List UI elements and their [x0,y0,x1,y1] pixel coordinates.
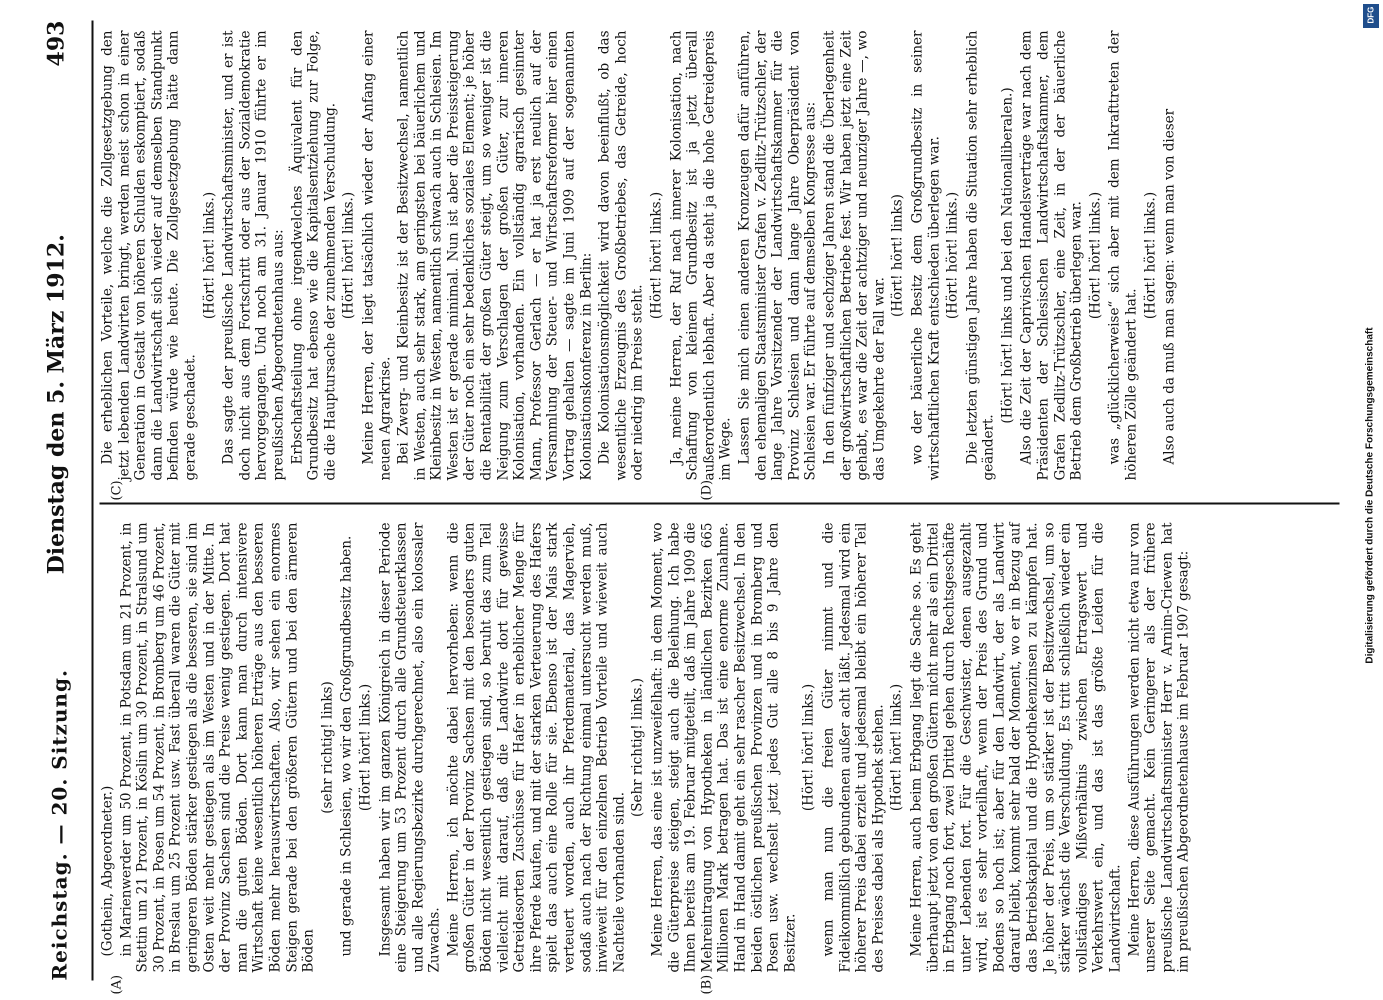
margin-marker-b: (B) [699,974,715,995]
paragraph: Bei Zwerg- und Kleinbesitz ist der Besitzwechsel, namentlich in Westen, auch sehr stark, am geringsten bei bäuerlichem und Kleinbesitz in Westen, namentlich schwach auch in Schlesien. Im Westen ist er gerade minimal. Nun ist aber die Preissteigerung der Güter noch ein sehr bedenkliches soziales Element; je höher die Rentabilität der großen Güter steigt, um so weniger ist die Neigung zum Verschlagen der großen Güter, zur inneren Kolonisation, vorhanden. Ein vollständig agrarisch gesinnter Mann, Professor Gerlach — er hat ja erst neulich auf der Versammlung der Steuer- und Wirtschaftsreformer hier einen Vortrag gehalten — sagte im Juni 1909 auf der sogenannten Kolonisationskonferenz in Berlin: [395,30,595,481]
margin-marker-d: (D) [699,479,715,501]
paragraph: was „glücklicherweise“ sich aber mit dem Inkrafttreten der höheren Zölle geändert hat. [1106,30,1140,481]
paragraph: und gerade in Schlesien, wo wir den Großgrundbesitz haben. [338,535,355,957]
interjection: (Hört! hört! links.) [944,191,961,320]
margin-marker-c: (C) [109,480,125,501]
paragraph: wo der bäuerliche Besitz dem Großgrundbesitz in seiner wirtschaftlichen Kraft entschieden überlegen war. [909,30,942,481]
paragraph: Lassen Sie mich einen anderen Kronzeugen dafür anführen, den ehemaligen Staatsminister Grafen v. Zedlitz-Trützschler, der lange Jahre Vorsitzender der Landwirtschaftskammer für die Provinz Schlesien und dann lange Jahre Oberpräsident von Schlesien war. Er führte auf demselben Kongresse aus: [736,30,819,481]
paragraph: wenn man nun die freien Güter nimmt und die Fideikommißlich gebundenen außer acht läßt. Jedesmal wird ein höherer Preis dabei erzielt und jedesmal bleibt ein höherer Teil des Preises dabei als Hypothek stehen. [820,522,887,973]
paragraph: Insgesamt haben wir im ganzen Königreich in dieser Periode eine Steigerung um 53 Prozent durch alle Grundsteuerklassen und alle Regierungsbezirke durchgerechnet, also ein kolossaler Zuwachs. [377,522,443,973]
dfg-logo-text: DFG [1366,6,1376,24]
paragraph: Meine Herren, diese Ausführungen werden nicht etwa nur von unserer Seite gemacht. Kein Geringerer als der frühere preußische Landwirtschaftsminister Herr v. Arnim-Criewen hat im preußischen Abgeordnetenhause im Februar 1907 gesagt: [1126,522,1192,973]
interjection: (sehr richtig! links) [319,681,336,814]
interjection: (Hört! hört! links.) [201,191,218,320]
interjection: (Hört! hört! links.) [888,683,905,812]
paragraph: Meine Herren, das eine ist unzweifelhaft: in dem Moment, wo die Güterpreise steigen, steigt auch die Beleihung. Ich habe Ihnen bereits am 19. Februar mitgeteilt, daß im Jahre 1909 die Mehreintragung von Hypotheken in ländlichen Bezirken 665 Millionen Mark betragen hat. Das ist eine enorme Zunahme. Hand in Hand damit geht ein sehr rascher Besitzwechsel. In den beiden östlichen preußischen Provinzen und in Bromberg und Posen usw. wechselt jetzt jedes Gut alle 8 bis 9 Jahre den Besitzer. [649,522,799,973]
paragraph: Also auch da muß man sagen: wenn man von dieser [1161,108,1178,465]
interjection: (Hört! hört! links.) [357,683,374,812]
right-text-column [100,31,1181,481]
interjection: (Hört! hört! links.) [800,683,817,812]
paragraph: Die letzten günstigen Jahre haben die Situation sehr erheblich geändert. [964,30,997,481]
paragraph: (Gothein, Abgeordneter.) [99,785,116,957]
rotated-page-content [0,1,1383,1000]
header-date: Dienstag den 5. März 1912. [43,234,70,575]
interjection: (Sehr richtig! links.) [629,677,646,818]
paragraph: Meine Herren, ich möchte dabei hervorheben: wenn die großen Güter in der Provinz Sachsen mit den besonders guten Böden nicht wesentlich gestiegen sind, so beruht das zum Teil vielleicht mit darauf, daß die Landwirte dort für gewisse Getreidesorten Zuschüsse für Hafer in erheblicher Menge für ihre Pferde kaufen, und mit der starken Verteuerung des Hafers spielt das auch eine Rolle für sie. Ebenso ist der Mais stark verteuert worden, auch ihr Pferdematerial, das Magervieh, sodaß auch nach der Richtung einmal untersucht werden muß, inwieweit für den einzelnen Betrieb Vorteile und wieweit auch Nachteile vorhanden sind. [445,522,628,973]
interjection: (Hört! hört! links und bei den Nationalliberalen.) [999,87,1016,424]
paragraph: in Marienwerder um 50 Prozent, in Potsdam um 21 Prozent, in Stettin um 21 Prozent, in Köslin um 30 Prozent, in Stralsund um 30 Prozent, in Posen um 54 Prozent, in Bromberg um 46 Prozent, in Breslau um 25 Prozent usw. Fast überall waren die Güter mit geringeren Böden stärker gestiegen als die besseren, sie sind im Osten weit mehr gestiegen als im Westen und in der Mitte. In der Provinz Sachsen sind die Preise wenig gestiegen. Dort hat man die guten Böden. Dort kann man durch intensivere Wirtschaft keine wesentlich höheren Erträge aus den besseren Böden mehr herauswirtschaften. Also, wir sehen ein enormes Steigen gerade bei den größeren Gütern und bei den ärmeren Böden [118,522,317,973]
margin-marker-a: (A) [109,974,125,995]
paragraph: Die Kolonisationsmöglichkeit wird davon beeinflußt, ob das wesentliche Erzeugnis des Großbetriebes, das Getreide, hoch oder niedrig im Preise steht. [596,30,646,481]
page-number: 493 [43,20,70,67]
paragraph: Ja, meine Herren, der Ruf nach innerer Kolonisation, nach Schaffung von kleinem Grundbesitz ist ja jetzt überall außerordentlich lebhaft. Aber da steht ja die hohe Getreidepreis im Wege. [668,30,734,481]
interjection: (Hört! hört! links.) [1087,191,1104,320]
header-rule [92,21,94,981]
interjection: (Hört! hört! links.) [648,191,665,320]
interjection: (Hört! hört! links.) [1142,191,1159,320]
header-date-and-page [44,21,70,575]
header-session-title: Reichstag. — 20. Sitzung. [47,669,72,981]
column-divider [100,503,1340,505]
digitization-credit [1360,6,1378,990]
interjection: (Hört! hört! links) [889,194,906,317]
credit-text: Digitalisierung gefördert durch die Deutsche Forschungsgemeinschaft [1364,327,1376,664]
paragraph: In den fünfziger und sechziger Jahren stand die Überlegenheit der großwirtschaftlichen Betriebe fest. Wir haben jetzt eine Zeit gehabt, es war die Zeit der achtziger und neunziger Jahre —, wo das Umgekehrte der Fall war. [821,30,888,481]
paragraph: Also die Zeit der Caprivischen Handelsverträge war nach dem Präsidenten der Schlesischen Landwirtschaftskammer, dem Grafen Zedlitz-Trützschler, eine Zeit, in der der bäuerliche Betrieb dem Großbetrieb überlegen war. [1018,30,1085,481]
paragraph: Meine Herren, auch beim Erbgang liegt die Sache so. Es geht überhaupt jetzt von den großen Gütern nicht mehr als ein Drittel in Erbgang noch fort, zwei Drittel gehen durch Rechtsgeschäfte unter Lebenden fort. Für die Geschwister, denen ausgezahlt wird, ist es sehr vorteilhaft, wenn der Preis des Grund und Bodens so hoch ist; aber für den Landwirt, der als Landwirt darauf bleibt, kommt sehr bald der Moment, wo er in Bezug auf das Betriebskapital und die Hypothekenzinsen zu kämpfen hat. Je höher der Preis, um so stärker ist der Besitzwechsel, um so stärker wächst die Verschuldung. Es tritt schließlich wieder ein vollständiges Mißverhältnis zwischen Ertragswert und Verkehrswert ein, und das ist das größte Leiden für die Landwirtschaft. [908,522,1124,973]
paragraph: Das sagte der preußische Landwirtschaftsminister, und er ist doch nicht aus dem Fortschritt oder aus der Sozialdemokratie hervorgegangen. Und noch am 31. Januar 1910 führte er im preußischen Abgeordnetenhaus aus: [220,30,287,481]
interjection: (Hört! hört! links.) [340,191,357,320]
paragraph: Die erheblichen Vorteile, welche die Zollgesetzgebung den jetzt lebenden Landwirten bringt, werden meist schon in einer Generation in Gestalt von höheren Schulden eskomptiert, sodaß dann die Landwirtschaft sich wieder auf demselben Standpunkt befinden würde wie heute. Die Zollgesetzgebung hätte dann gerade geschadet. [99,30,199,481]
left-text-column [100,523,1195,973]
page-header [40,21,100,981]
paragraph: Erbschaftsteilung ohne irgendwelches Äquivalent für den Grundbesitz hat ebenso wie die Kapitalsentziehung zur Folge, die die Hauptursache der zunehmenden Verschuldung. [289,30,339,481]
paragraph: Meine Herren, der liegt tatsächlich wieder der Anfang einer neuen Agrarkrise. [360,30,393,481]
